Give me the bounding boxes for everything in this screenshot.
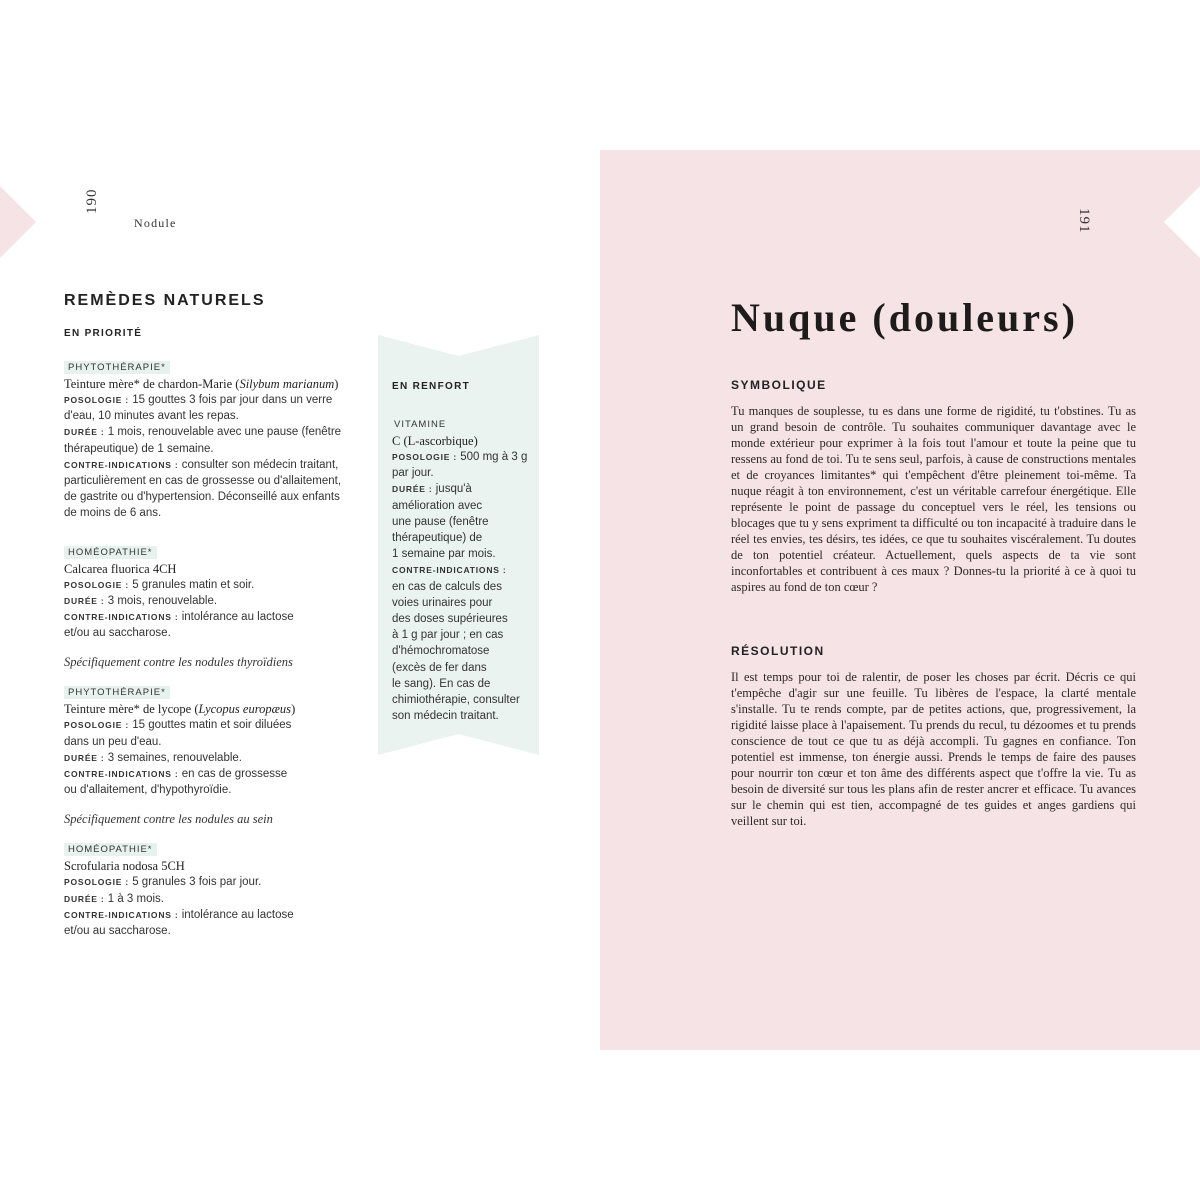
ci-line-cont: particulièrement en cas de grossesse ou d'allaitement,: [64, 475, 342, 488]
page-number-left: 190: [84, 188, 100, 214]
duree-line: DURÉE : 3 semaines, renouvelable.: [64, 751, 242, 764]
symbolique-heading: SYMBOLIQUE: [731, 378, 827, 392]
duree-line: DURÉE : jusqu'à: [392, 483, 472, 496]
ci-line-cont: à 1 g par jour ; en cas: [392, 629, 504, 642]
ci-line-cont: voies urinaires pour: [392, 596, 493, 609]
ci-line-cont: de gastrite ou d'hypertension. Déconseillé aux enfants: [64, 491, 340, 504]
symbolique-text: Tu manques de souplesse, tu es dans une forme de rigidité, tu t'obstines. Tu as un grand besoin de contrôle. Tu souhaites communiquer davantage avec le monde extérieur pour exprimer à la fois tout l'amour et toute la peine que tu ressens au fond de toi. Tu te sens seul, parfois, à cause de constructions mentales et de croyances limitantes* qui t'empêchent d'être pleinement toi-même. Ta nuque réagit à ton environnement, c'est un véritable carrefour énergétique. Elle représente le point de passage du conceptuel vers le réel, les tensions ou blocages que tu y sens expriment ta difficulté ou ton incapacité à traduire dans le réel tes envies, tes désirs, tes idées, ce que tu souhaites viscéralement. Tu doutes de ton potentiel créateur. Actuellement, quels aspects de ta vie sont inconfortables et contribuent à ces maux ? Donnes-tu la priorité à ce à quoi tu aspires au fond de ton cœur ?: [731, 404, 1136, 594]
right-page-background: [600, 150, 1200, 1050]
remedy-name: Teinture mère* de chardon-Marie (Silybum marianum): [64, 377, 339, 391]
reinforcement-content: [392, 381, 532, 724]
posologie-line: POSOLOGIE : 5 granules matin et soir.: [64, 578, 255, 591]
remedy-name: C (L-ascorbique): [392, 434, 478, 448]
ci-line-cont: (excès de fer dans: [392, 661, 487, 674]
resolution-heading: RÉSOLUTION: [731, 644, 825, 658]
specific-heading-breast: Spécifiquement contre les nodules au sein: [64, 812, 273, 827]
remedy-block-2: [64, 542, 364, 642]
ci-line-cont: son médecin traitant.: [392, 710, 499, 723]
posologie-line: POSOLOGIE : 500 mg à 3 g: [392, 451, 528, 463]
remedy-name: Scrofularia nodosa 5CH: [64, 859, 185, 874]
ci-line-cont: en cas de calculs des: [392, 580, 502, 593]
ci-line: CONTRE-INDICATIONS : intolérance au lactose: [64, 611, 294, 624]
ci-line-cont: et/ou au saccharose.: [64, 925, 171, 938]
remedy-name: Teinture mère* de lycope (Lycopus europæus): [64, 702, 296, 717]
ci-line-cont: ou d'allaitement, d'hypothyroïdie.: [64, 784, 232, 797]
ci-line-cont: d'hémochromatose: [392, 645, 490, 658]
duree-line: DURÉE : 1 à 3 mois.: [64, 892, 164, 905]
posologie-line: POSOLOGIE : 15 gouttes matin et soir diluées: [64, 719, 292, 732]
left-bookmark-triangle: [0, 186, 36, 258]
remedy-tag: PHYTOTHÉRAPIE*: [64, 686, 170, 699]
resolution-text: Il est temps pour toi de ralentir, de poser les choses par écrit. Décris ce qui t'empêche d'agir sur une feuille. Tu libères de l'espace, la clarté mentale s'installe. Tu te rends compte, par de petites actions, que, progressivement, la rigidité laisse place à l'apaisement. Tu prends du recul, tu dézoomes et tu prends conscience de tout ce que tu as déjà accompli. Tu gagnes en confiance. Ton potentiel est immense, ton énergie aussi. Prends le temps de faire des pauses pour nourrir ton cœur et ton âme des différents aspect que t'offre la vie. Tu as besoin de diversité sur tous les plans afin de rester ancrer et efficace. Tu avances sur le chemin qui est tien, accompagné de tes guides et anges gardiens qui veillent sur toi.: [731, 670, 1136, 828]
posologie-line-cont: dans un peu d'eau.: [64, 735, 162, 748]
reinforcement-heading: EN RENFORT: [392, 381, 470, 392]
running-head: Nodule: [134, 216, 177, 230]
right-bookmark-notch: [1164, 186, 1200, 258]
ci-line: CONTRE-INDICATIONS : intolérance au lactose: [64, 908, 294, 921]
posologie-line: POSOLOGIE : 5 granules 3 fois par jour.: [64, 876, 262, 889]
remedy-name: Calcarea fluorica 4CH: [64, 561, 177, 576]
ci-line-cont: le sang). En cas de: [392, 677, 491, 690]
remedies-column: [64, 292, 364, 959]
remedy-block-3: [64, 682, 364, 798]
ci-line-cont: chimiothérapie, consulter: [392, 694, 520, 707]
duree-line-cont: 1 semaine par mois.: [392, 548, 496, 561]
ci-line-cont: de moins de 6 ans.: [64, 507, 162, 520]
remedy-block-1: [64, 357, 364, 522]
duree-line-cont: thérapeutique) de: [392, 532, 483, 545]
ci-line: CONTRE-INDICATIONS : consulter son médecin traitant,: [64, 458, 339, 471]
remedy-block-4: [64, 839, 364, 939]
duree-line-cont: une pause (fenêtre: [392, 515, 489, 528]
duree-line: DURÉE : 3 mois, renouvelable.: [64, 594, 218, 607]
ci-line: CONTRE-INDICATIONS :: [392, 565, 507, 576]
ci-line-cont: et/ou au saccharose.: [64, 627, 171, 640]
remedy-tag: HOMÉOPATHIE*: [64, 843, 157, 856]
ci-line: CONTRE-INDICATIONS : en cas de grossesse: [64, 768, 288, 781]
remedy-tag: VITAMINE: [394, 419, 447, 430]
section-title: REMÈDES NATURELS: [64, 292, 266, 309]
duree-line: DURÉE : 1 mois, renouvelable avec une pause (fenêtre: [64, 426, 342, 439]
specific-heading-thyroid: Spécifiquement contre les nodules thyroïdiens: [64, 655, 293, 670]
ci-line-cont: des doses supérieures: [392, 613, 508, 626]
page-title: Nuque (douleurs): [731, 295, 1078, 340]
duree-line-cont: thérapeutique) de 1 semaine.: [64, 442, 214, 455]
posologie-line-cont: par jour.: [392, 467, 434, 480]
remedy-tag: PHYTOTHÉRAPIE*: [64, 361, 170, 374]
page-number-right: 191: [1076, 208, 1092, 234]
posologie-line: POSOLOGIE : 15 gouttes 3 fois par jour dans un verre: [64, 394, 333, 406]
priority-heading: EN PRIORITÉ: [64, 328, 143, 339]
posologie-line-cont: d'eau, 10 minutes avant les repas.: [64, 410, 239, 423]
duree-line-cont: amélioration avec: [392, 499, 483, 512]
remedy-tag: HOMÉOPATHIE*: [64, 546, 157, 559]
